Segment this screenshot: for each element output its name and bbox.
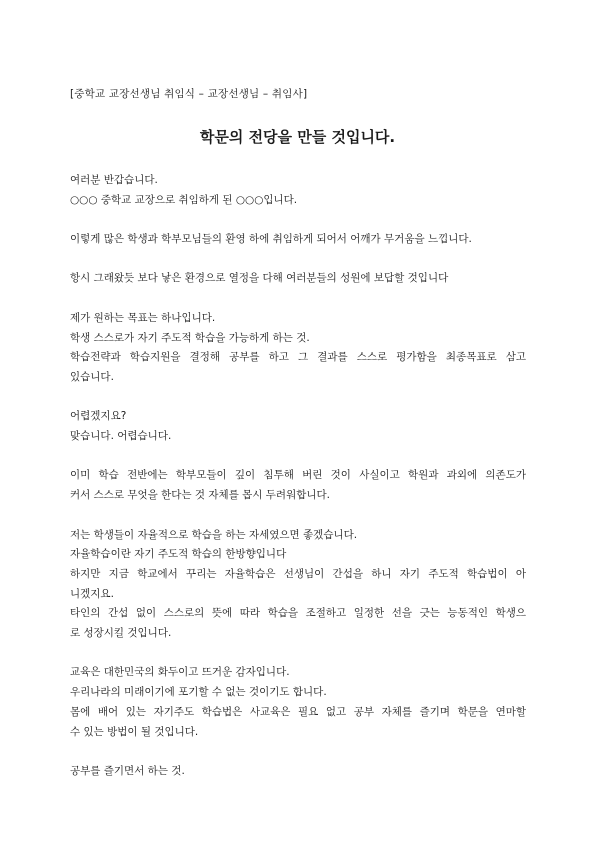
document-body	[70, 171, 526, 801]
paragraph	[70, 526, 526, 644]
document-title: 학문의 전당을 만들 것입니다.	[199, 128, 396, 146]
paragraph	[70, 762, 526, 782]
text-line: 있습니다.	[70, 370, 114, 383]
text-line: 어렵겠지요?	[70, 410, 127, 423]
paragraph	[70, 466, 526, 505]
document-header: [중학교 교장선생님 취임식 – 교장선생님 – 취임사]	[70, 88, 308, 100]
text-line: 하지만 지금 학교에서 꾸리는 자율학습은 선생님이 간섭을 하니 자기 주도적 학습법이 아	[70, 567, 526, 580]
text-line: 맞습니다. 어렵습니다.	[70, 430, 172, 443]
text-line: 항시 그래왔듯 보다 낳은 환경으로 열정을 다해 여러분들의 성원에 보답할 것입니다	[70, 272, 449, 285]
paragraph	[70, 309, 526, 388]
text-line: 이렇게 많은 학생과 학부모님들의 환영 하에 취임하게 되어서 어깨가 무거움을 느낍니다.	[70, 233, 472, 246]
paragraph	[70, 230, 526, 250]
text-line: 저는 학생들이 자율적으로 학습을 하는 자세였으면 좋겠습니다.	[70, 528, 358, 541]
text-line: ○○○ 중학교 교장으로 취임하게 된 ○○○입니다.	[70, 193, 298, 206]
text-line: 이미 학습 전반에는 학부모들이 깊이 침투해 버린 것이 사실이고 학원과 과외에 의존도가	[70, 469, 526, 482]
text-line: 몸에 배어 있는 자기주도 학습법은 사교육은 필요 없고 공부 자체를 즐기며 학문을 연마할	[70, 705, 526, 718]
text-line: 니겠지요.	[70, 587, 114, 600]
text-line: 학습전략과 학습지원을 결정해 공부를 하고 그 결과를 스스로 평가함을 최종목표로 삼고	[70, 351, 526, 364]
text-line: 여러분 반갑습니다.	[70, 174, 158, 186]
text-line: 교육은 대한민국의 화두이고 뜨거운 감자입니다.	[70, 666, 290, 679]
text-line: 자율학습이란 자기 주도적 학습의 한방향입니다	[70, 548, 287, 561]
text-line: 우리나라의 미래이기에 포기할 수 없는 것이기도 합니다.	[70, 686, 327, 699]
text-line: 학생 스스로가 자기 주도적 학습을 가능하게 하는 것.	[70, 331, 310, 344]
text-line: 수 있는 방법이 될 것입니다.	[70, 725, 199, 738]
text-line: 커서 스스로 무엇을 한다는 것 자체를 몹시 두려워합니다.	[70, 489, 330, 502]
text-line: 로 성장시킬 것입니다.	[70, 627, 172, 640]
text-line: 타인의 간섭 없이 스스로의 뜻에 따라 학습을 조절하고 일정한 선을 긋는 능동적인 학생으	[70, 607, 526, 620]
paragraph	[70, 269, 526, 289]
paragraph	[70, 171, 526, 210]
paragraph	[70, 663, 526, 742]
text-line: 공부를 즐기면서 하는 것.	[70, 764, 185, 777]
paragraph	[70, 407, 526, 446]
text-line: 제가 원하는 목표는 하나입니다.	[70, 311, 216, 324]
